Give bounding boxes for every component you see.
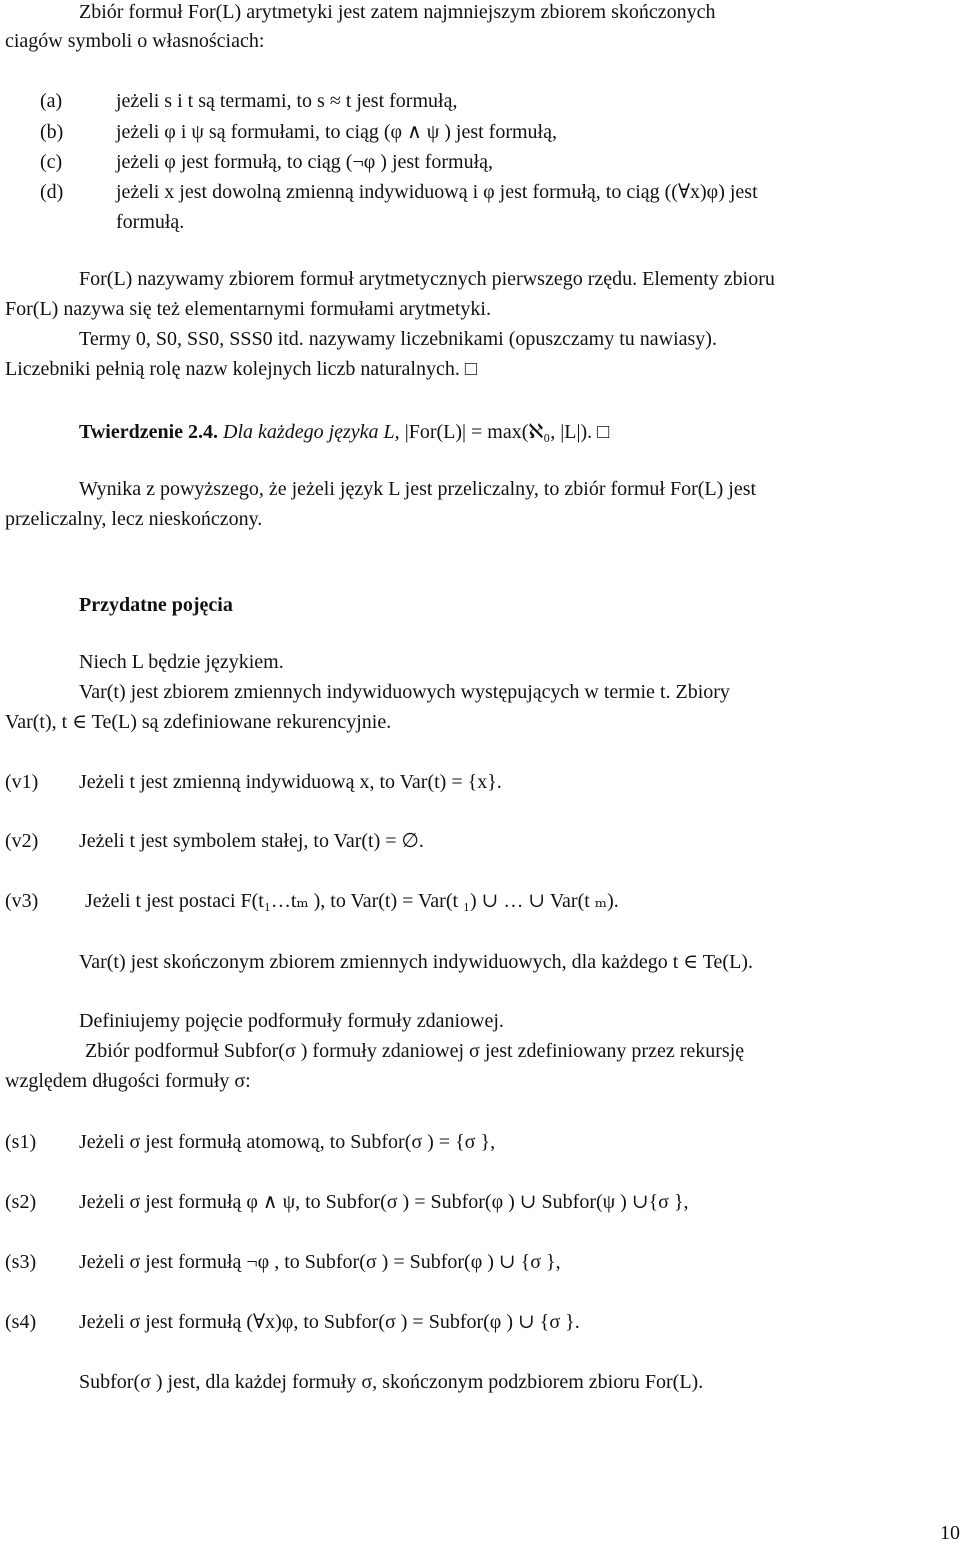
subfor-intro-line-2: Zbiór podformuł Subfor(σ ) formuły zdaniowej σ jest zdefiniowany przez rekursję (85, 1040, 745, 1062)
rule-text-d-cont: formułą. (116, 211, 185, 233)
page-number: 10 (940, 1522, 960, 1544)
theorem (79, 420, 609, 444)
rule-text-c: jeżeli φ jest formułą, to ciąg (¬φ ) jest formułą, (116, 151, 494, 173)
section-title: Przydatne pojęcia (79, 594, 233, 616)
intro-line-1: Zbiór formuł For(L) arytmetyki jest zatem najmniejszym zbiorem skończonych (79, 1, 716, 23)
var-intro-line-2: Var(t) jest zbiorem zmiennych indywiduowych występujących w termie t. Zbiory (79, 681, 730, 703)
for-paragraph-line-1: For(L) nazywamy zbiorem formuł arytmetycznych pierwszego rzędu. Elementy zbioru (79, 268, 775, 290)
for-paragraph-line-2: For(L) nazywa się też elementarnymi formułami arytmetyki. (5, 298, 491, 320)
rule-text-d: jeżeli x jest dowolną zmienną indywiduową i φ jest formułą, to ciąg ((∀x)φ) jest (116, 181, 758, 203)
var-intro-line-3: Var(t), t ∈ Te(L) są zdefiniowane rekurencyjnie. (5, 711, 392, 733)
rule-text-a: jeżeli s i t są termami, to s ≈ t jest formułą, (116, 90, 458, 112)
rule-label-c: (c) (40, 151, 63, 173)
subfor-rule-text-s1: Jeżeli σ jest formułą atomową, to Subfor(σ ) = {σ }, (79, 1131, 496, 1153)
subfor-rule-text-s4: Jeżeli σ jest formułą (∀x)φ, to Subfor(σ ) = Subfor(φ ) ∪ {σ }. (79, 1311, 580, 1333)
var-rule-label-v1: (v1) (5, 771, 39, 793)
var-rule-label-v2: (v2) (5, 830, 39, 852)
consequence-line-1: Wynika z powyższego, że jeżeli język L jest przeliczalny, to zbiór formuł For(L) jest (79, 478, 757, 500)
rule-text-b: jeżeli φ i ψ są formułami, to ciąg (φ ∧ ψ ) jest formułą, (116, 121, 557, 143)
theorem-formula: |For(L)| = max(ℵ₀, |L|). □ (404, 421, 610, 443)
rule-label-b: (b) (40, 121, 64, 143)
var-conclusion: Var(t) jest skończonym zbiorem zmiennych indywiduowych, dla każdego t ∈ Te(L). (79, 951, 753, 973)
var-rule-text-v1: Jeżeli t jest zmienną indywiduową x, to Var(t) = {x}. (79, 771, 502, 793)
subfor-conclusion: Subfor(σ ) jest, dla każdej formuły σ, skończonym podzbiorem zbioru For(L). (79, 1371, 704, 1393)
theorem-statement: Dla każdego języka L, (223, 421, 400, 443)
rule-label-a: (a) (40, 90, 63, 112)
subfor-rule-text-s2: Jeżeli σ jest formułą φ ∧ ψ, to Subfor(σ ) = Subfor(φ ) ∪ Subfor(ψ ) ∪{σ }, (79, 1191, 689, 1213)
subfor-intro-line-3: względem długości formuły σ: (5, 1070, 251, 1092)
for-paragraph-line-3: Termy 0, S0, SS0, SSS0 itd. nazywamy liczebnikami (opuszczamy tu nawiasy). (79, 328, 717, 350)
var-rule-text-v3: Jeżeli t jest postaci F(t₁…tₘ ), to Var(t) = Var(t ₁) ∪ … ∪ Var(t ₘ). (85, 890, 619, 912)
subfor-intro-line-1: Definiujemy pojęcie podformuły formuły zdaniowej. (79, 1010, 504, 1032)
var-intro-line-1: Niech L będzie językiem. (79, 651, 284, 673)
subfor-rule-label-s1: (s1) (5, 1131, 37, 1153)
rule-label-d: (d) (40, 181, 64, 203)
var-rule-text-v2: Jeżeli t jest symbolem stałej, to Var(t) = ∅. (79, 830, 424, 852)
consequence-line-2: przeliczalny, lecz nieskończony. (5, 508, 263, 530)
subfor-rule-text-s3: Jeżeli σ jest formułą ¬φ , to Subfor(σ ) = Subfor(φ ) ∪ {σ }, (79, 1251, 561, 1273)
var-rule-label-v3: (v3) (5, 890, 39, 912)
subfor-rule-label-s3: (s3) (5, 1251, 37, 1273)
for-paragraph-line-4: Liczebniki pełnią rolę nazw kolejnych liczb naturalnych. □ (5, 358, 477, 380)
intro-line-2: ciagów symboli o własnościach: (5, 30, 265, 52)
subfor-rule-label-s4: (s4) (5, 1311, 37, 1333)
theorem-label: Twierdzenie 2.4. (79, 421, 219, 443)
subfor-rule-label-s2: (s2) (5, 1191, 37, 1213)
